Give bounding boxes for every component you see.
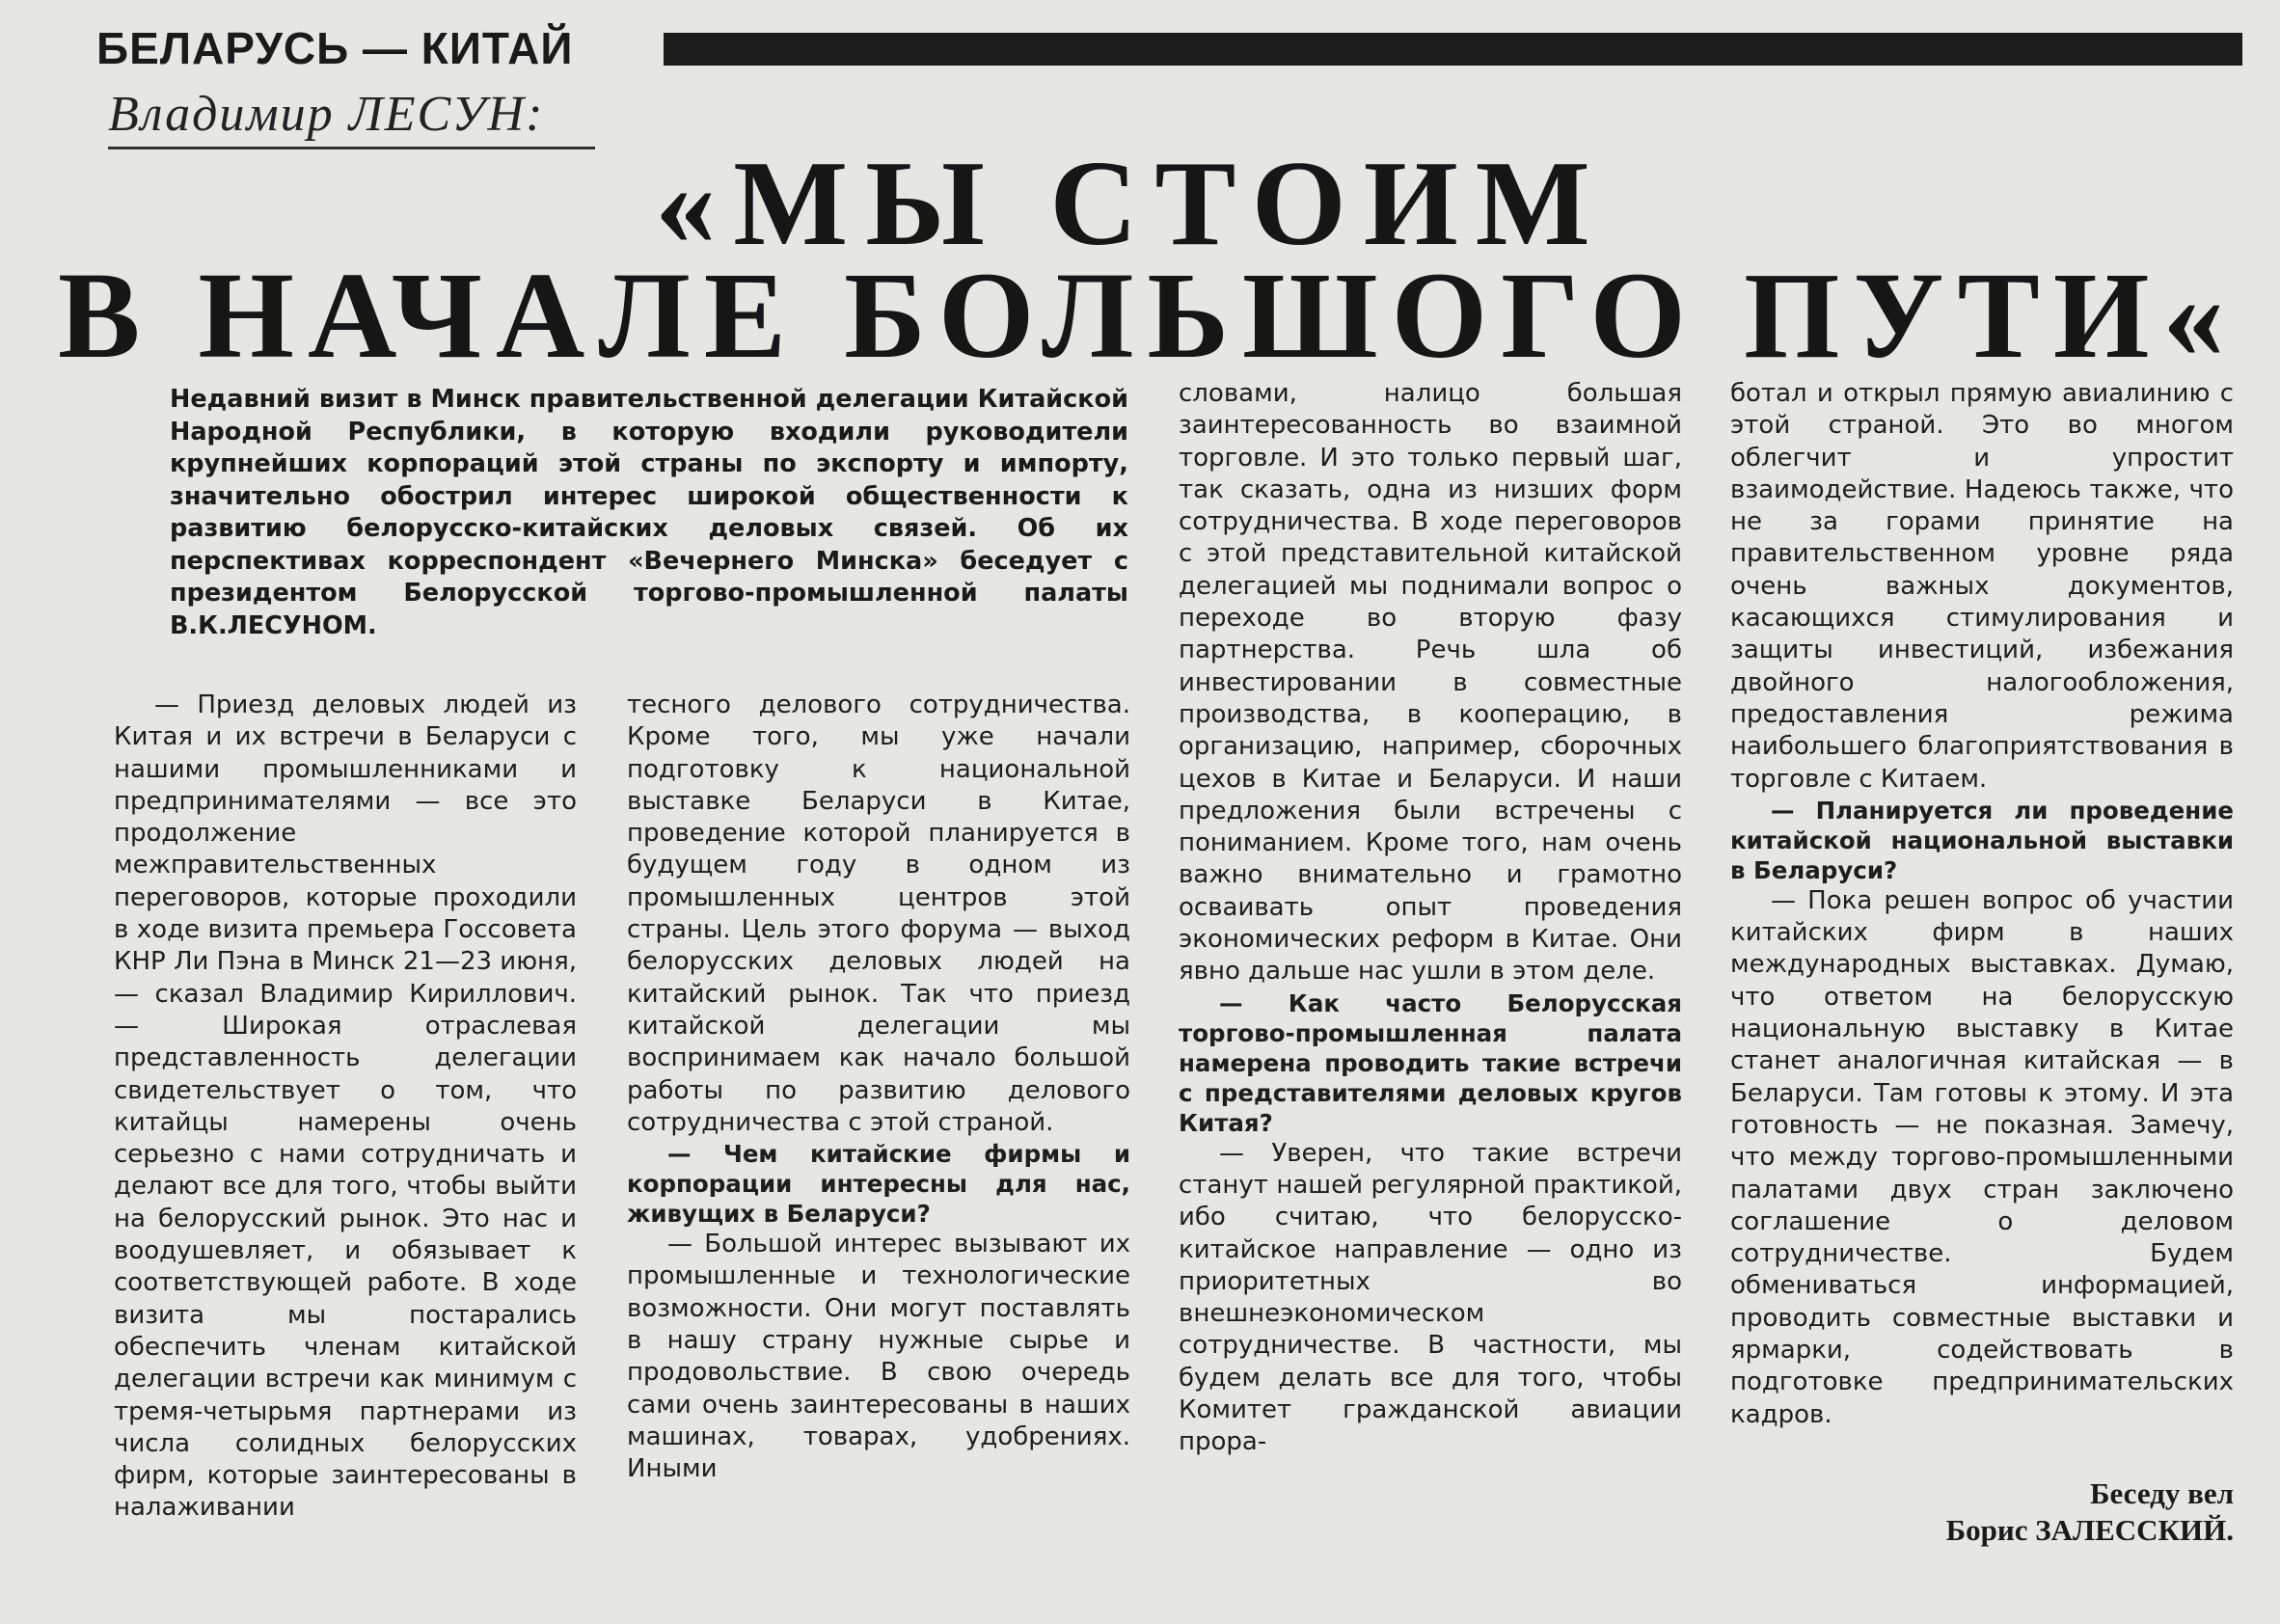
byline: Владимир ЛЕСУН: xyxy=(108,87,545,142)
rubric-header xyxy=(96,21,2242,75)
interview-question: — Чем китайские фирмы и корпорации интересны для нас, живущих в Беларуси? xyxy=(627,1140,1130,1229)
headline-line-2: В НАЧАЛЕ БОЛЬШОГО ПУТИ« xyxy=(58,247,2239,384)
rubric-title: БЕЛАРУСЬ — КИТАЙ xyxy=(96,23,574,73)
column-4 xyxy=(1730,378,2234,1431)
paragraph: — Большой интерес вызывают их промышленные и технологические возможности. Они могут поставлять в нашу страну нужные сырье и продовольствие. В свою очередь сами очень заинтересованы в наших машинах, товарах, удобрениях. Иными xyxy=(627,1230,1130,1484)
paragraph: тесного делового сотрудничества. Кроме того, мы уже начали подготовку к национальной выставке Беларуси в Китае, проведение которой планируется в будущем году в одном из промышленных центров этой страны. Цель этого форума — выход белорусских деловых людей на китайский рынок. Так что приезд китайской делегации мы воспринимаем как начало большой работы по развитию делового сотрудничества с этой страной. xyxy=(627,690,1130,1137)
interview-question: — Как часто Белорусская торгово-промышленная палата намерена проводить такие встречи с представителями деловых кругов Китая? xyxy=(1179,988,1682,1137)
signature-line-1: Беседу вел xyxy=(2090,1476,2234,1510)
interview-question: — Планируется ли проведение китайской национальной выставки в Беларуси? xyxy=(1730,796,2234,884)
paragraph: — Пока решен вопрос об участии китайских фирм в наших международных выставках. Думаю, что ответом на белорусскую национальную выставку в Китае станет аналогичная китайская — в Беларуси. Там готовы к этому. И эта готовность — не показная. Замечу, что между торгово-промышленными палатами двух стран заключено соглашение о деловом сотрудничестве. Будем обмениваться информацией, проводить совместные выставки и ярмарки, содействовать в подготовке предпринимательских кадров. xyxy=(1730,885,2234,1429)
column-2 xyxy=(627,690,1130,1486)
paragraph: ботал и открыл прямую авиалинию с этой страной. Это во многом облегчит и упростит взаимодействие. Надеюсь также, что не за горами принятие на правительственном уровне ряда очень важных документов, касающихся стимулирования и защиты инвестиций, избежания двойного налогообложения, предоставления режима наибольшего благоприятствования в торговле с Китаем. xyxy=(1730,379,2234,794)
headline-line-1: «МЫ СТОИМ xyxy=(655,137,1608,271)
signature xyxy=(1946,1475,2234,1549)
column-1 xyxy=(114,690,577,1525)
paragraph: — Приезд деловых людей из Китая и их встречи в Беларуси с нашими промышленниками и предпринимателями — все это продолжение межправительственных переговоров, которые проходили в ходе визита премьера Госсовета КНР Ли Пэна в Минск 21—23 июня, — сказал Владимир Кириллович. — Широкая отраслевая представленность делегации свидетельствует о том, что китайцы намерены очень серьезно с нами сотрудничать и делают все для того, чтобы выйти на белорусский рынок. Это нас и воодушевляет, и обязывает к соответствующей работе. В ходе визита мы постарались обеспечить членам китайской делегации встречи как минимум с тремя-четырьмя партнерами из числа солидных белорусских фирм, которые заинтересованы в налаживании xyxy=(114,690,577,1523)
paragraph: словами, налицо большая заинтересованность во взаимной торговле. И это только первый шаг, так сказать, одна из низших форм сотрудничества. В ходе переговоров с этой представительной китайской делегацией мы поднимали вопрос о переходе во вторую фазу партнерства. Речь шла об инвестировании в совместные производства, в кооперацию, в организацию, например, сборочных цехов в Китае и Беларуси. И наши предложения были встречены с пониманием. Кроме того, нам очень важно внимательно и грамотно осваивать опыт проведения экономических реформ в Китае. Они явно дальше нас ушли в этом деле. xyxy=(1179,379,1682,987)
column-3 xyxy=(1179,378,1682,1459)
signature-author: Борис ЗАЛЕССКИЙ. xyxy=(1945,1513,2234,1547)
rubric-bar xyxy=(664,33,2242,66)
lead-paragraph: Недавний визит в Минск правительственной делегации Китайской Народной Республики, в которую входили руководители крупнейших корпораций этой страны по экспорту и импорту, значительно обострил интерес широкой общественности к развитию белорусско-китайских деловых связей. Об их перспективах корреспондент «Вечернего Минска» беседует с президентом Белорусской торгово-промышленной палаты В.К.ЛЕСУНОМ. xyxy=(170,385,1128,640)
paragraph: — Уверен, что такие встречи станут нашей регулярной практикой, ибо считаю, что белорусско-китайское направление — одно из приоритетных во внешнеэкономическом сотрудничестве. В частности, мы будем делать все для того, чтобы Комитет гражданской авиации прора- xyxy=(1179,1138,1682,1457)
